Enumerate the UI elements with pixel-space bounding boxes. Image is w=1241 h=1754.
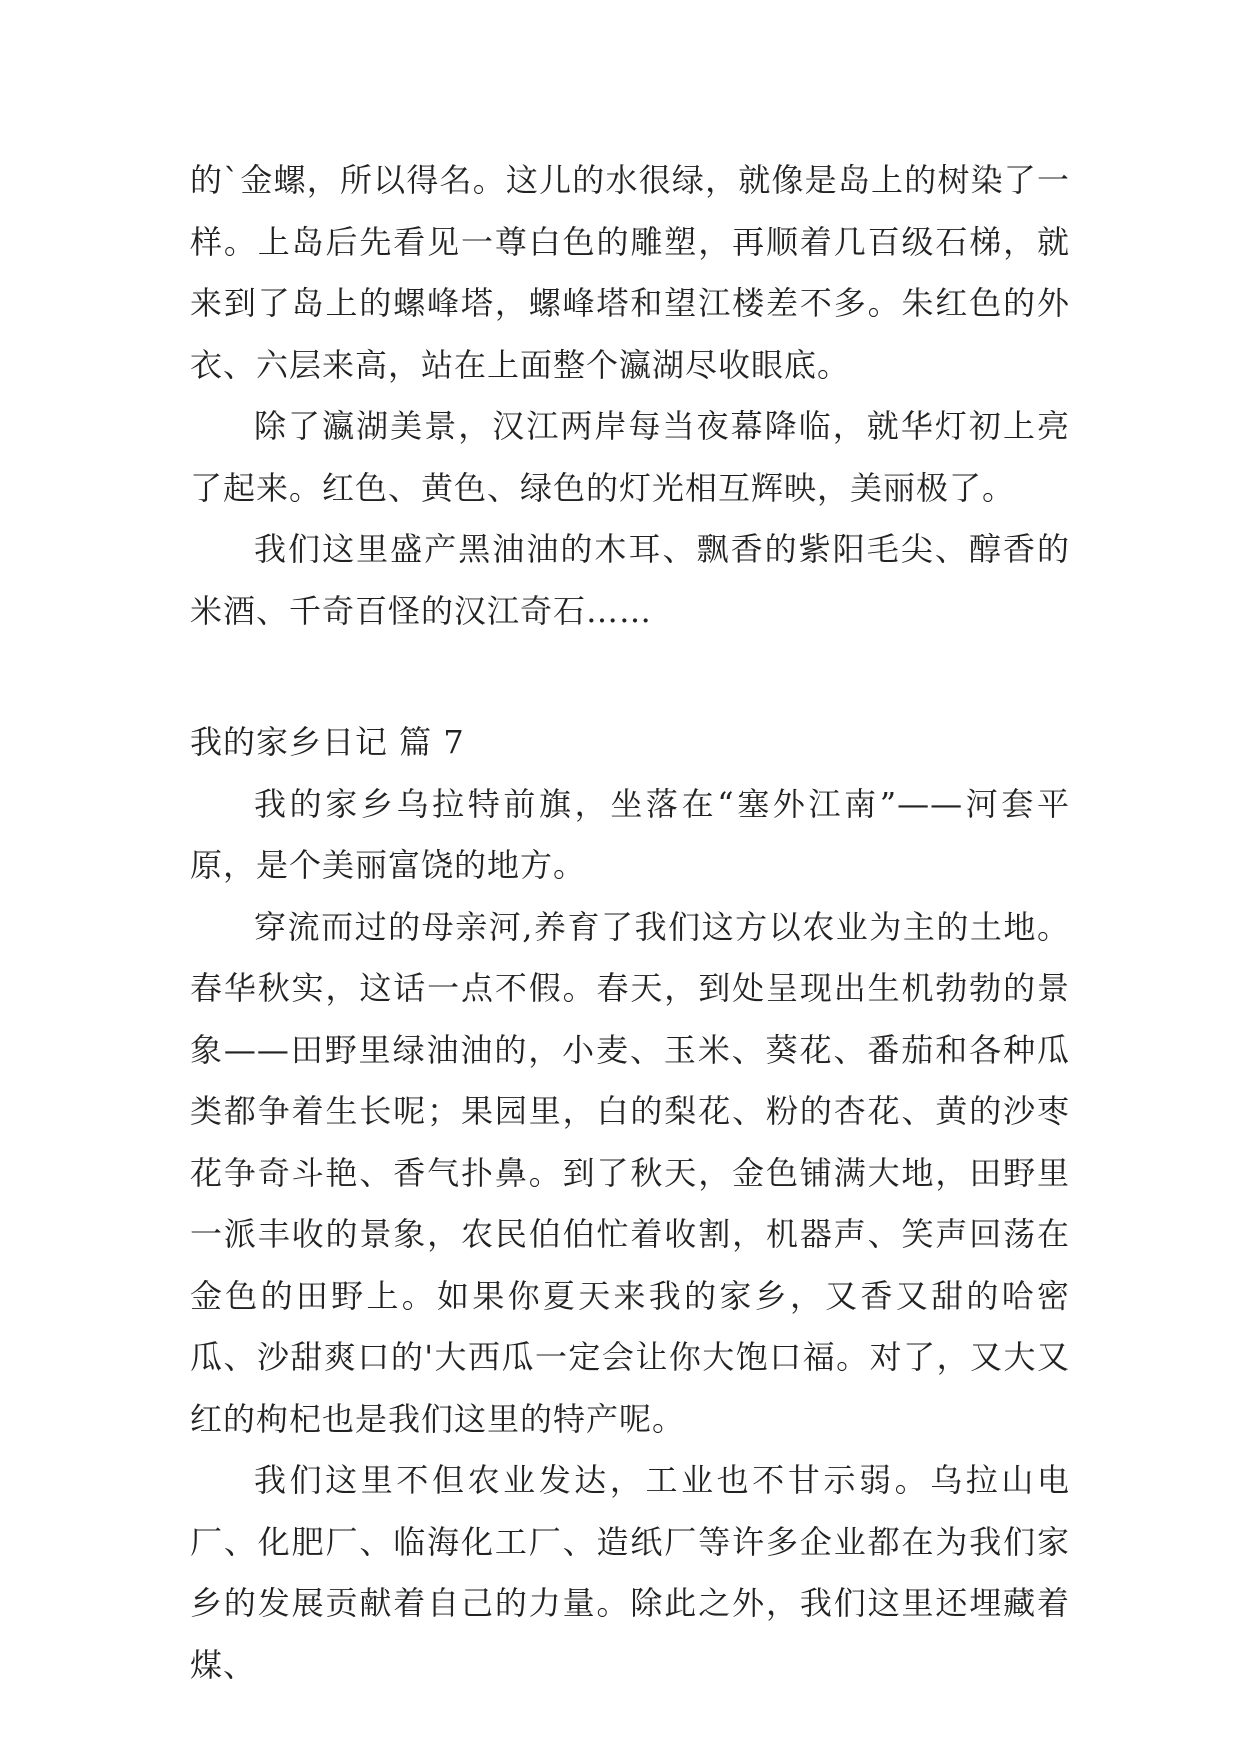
section-title: 我的家乡日记 篇 7	[190, 723, 465, 761]
paragraph-continued: 的`金螺，所以得名。这儿的水很绿，就像是岛上的树染了一样。上岛后先看见一尊白色的雕塑，再顺着几百级石梯，就来到了岛上的螺峰塔，螺峰塔和望江楼差不多。朱红色的外衣、六层来高，站在上面整个瀛湖尽收眼底。	[190, 161, 1070, 384]
paragraph-night-scene: 除了瀛湖美景，汉江两岸每当夜幕降临，就华灯初上亮了起来。红色、黄色、绿色的灯光相互辉映，美丽极了。	[190, 407, 1070, 507]
paragraph-local-products: 我们这里盛产黑油油的木耳、飘香的紫阳毛尖、醇香的米酒、千奇百怪的汉江奇石……	[190, 530, 1070, 630]
paragraph-intro: 我的家乡乌拉特前旗，坐落在“塞外江南”——河套平原，是个美丽富饶的地方。	[190, 784, 1070, 884]
paragraph-agriculture: 穿流而过的母亲河,养育了我们这方以农业为主的土地。春华秋实，这话一点不假。春天，到处呈现出生机勃勃的景象——田野里绿油油的，小麦、玉米、葵花、番茄和各种瓜类都争着生长呢；果园里，白的梨花、粉的杏花、黄的沙枣花争奇斗艳、香气扑鼻。到了秋天，金色铺满大地，田野里一派丰收的景象，农民伯伯忙着收割，机器声、笑声回荡在金色的田野上。如果你夏天来我的家乡，又香又甜的哈密瓜、沙甜爽口的'大西瓜一定会让你大饱口福。对了，又大又红的枸杞也是我们这里的特产呢。	[190, 907, 1070, 1438]
document-page	[190, 150, 1070, 1696]
paragraph-industry: 我们这里不但农业发达，工业也不甘示弱。乌拉山电厂、化肥厂、临海化工厂、造纸厂等许多企业都在为我们家乡的发展贡献着自己的力量。除此之外，我们这里还埋藏着煤、	[190, 1461, 1070, 1684]
